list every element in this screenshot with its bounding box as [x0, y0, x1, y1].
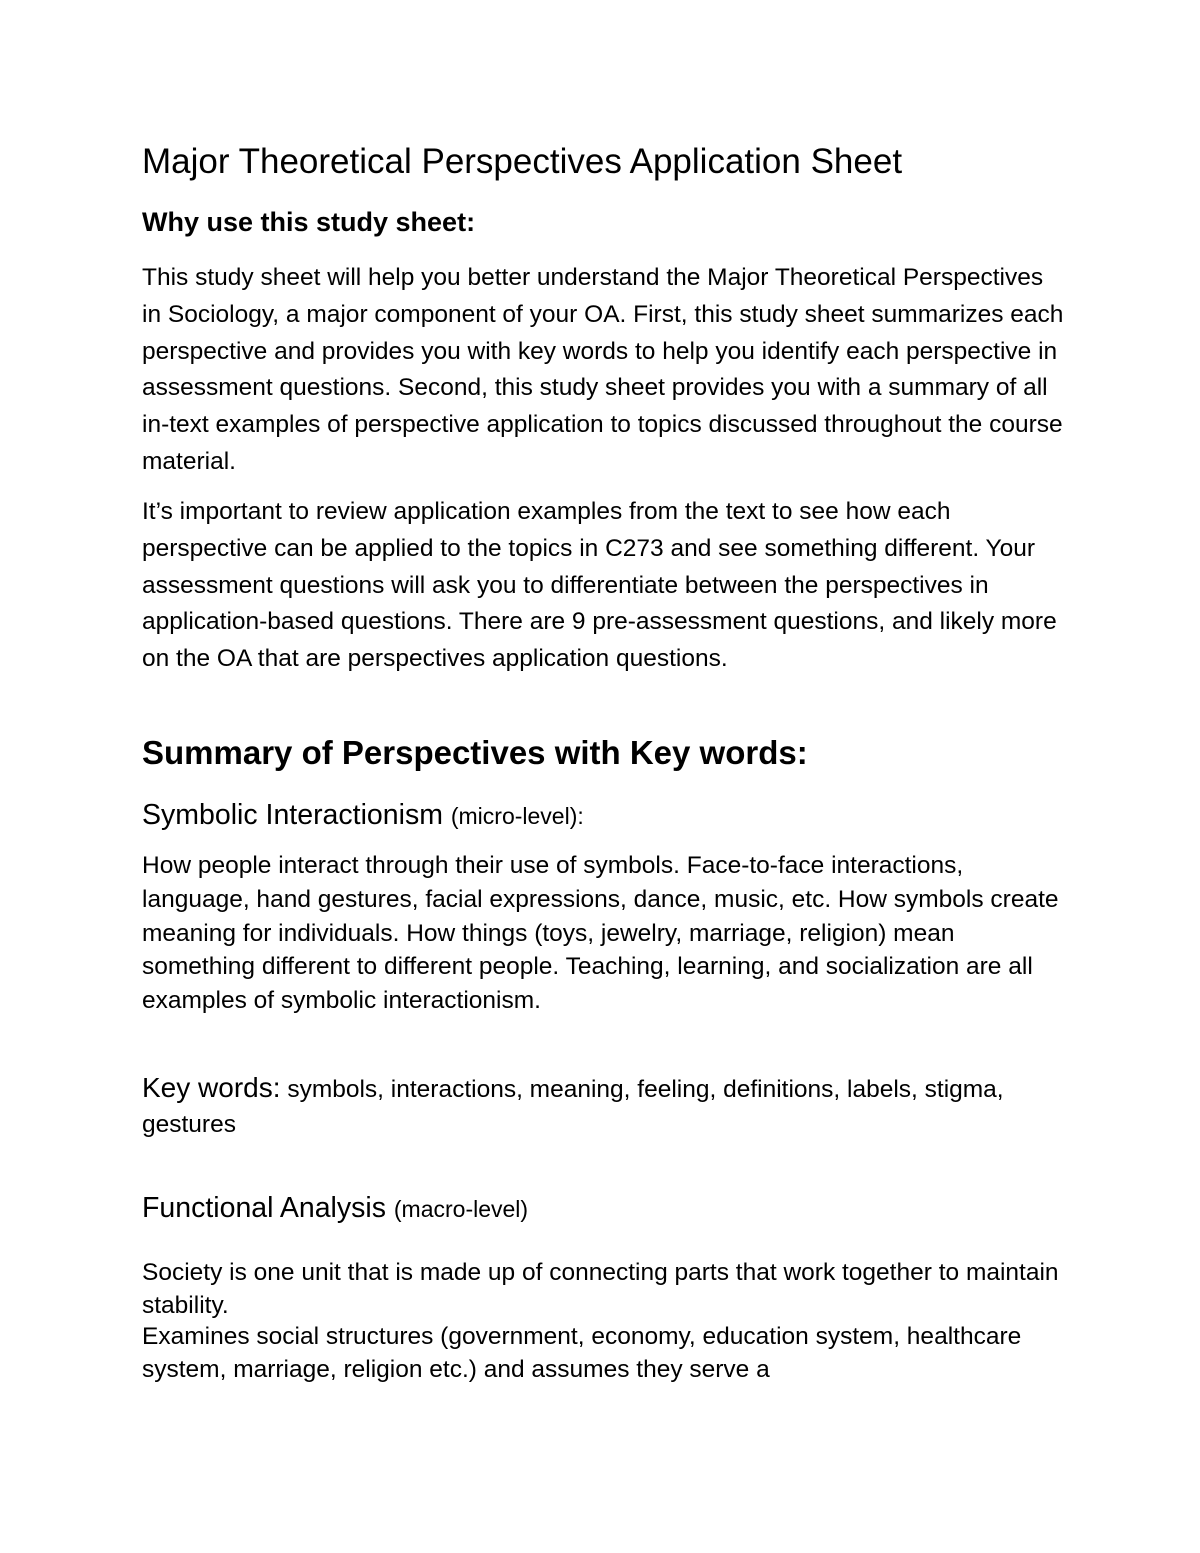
functional-analysis-heading — [142, 1190, 528, 1227]
symbolic-interactionism-heading — [142, 797, 584, 834]
symbolic-interactionism-name: Symbolic Interactionism — [142, 799, 443, 831]
functional-analysis-description-2: Examines social structures (government, economy, education system, healthcare system, marriage, religion etc.) and assumes they serve a — [142, 1323, 1022, 1383]
intro-paragraph-2: It’s important to review application examples from the text to see how each perspective can be applied to the topics in C273 and see something different. Your assessment questions will ask you to differentiate between the perspectives in application-based questions. There are 9 pre-assessment questions, and likely more on the OA that are perspectives application questions. — [142, 498, 1057, 673]
symbolic-interactionism-description: How people interact through their use of symbols. Face-to-face interactions, language, hand gestures, facial expressions, dance, music, etc. How symbols create meaning for individuals. How things (toys, jewelry, marriage, religion) mean something different to different people. Teaching, learning, and socialization are all examples of symbolic interactionism. — [142, 852, 1059, 1015]
functional-analysis-name: Functional Analysis — [142, 1192, 386, 1224]
symbolic-interactionism-level: (micro-level): — [450, 803, 584, 829]
symbolic-keywords — [142, 1070, 1067, 1142]
summary-heading: Summary of Perspectives with Key words: — [142, 734, 808, 771]
functional-analysis-level: (macro-level) — [393, 1196, 529, 1222]
functional-analysis-description-1: Society is one unit that is made up of connecting parts that work together to maintain stability. — [142, 1259, 1059, 1319]
keywords-list: symbols, interactions, meaning, feeling, definitions, labels, stigma, gestures — [142, 1076, 1004, 1138]
intro-paragraph-1: This study sheet will help you better understand the Major Theoretical Perspectives in Sociology, a major component of your OA. First, this study sheet summarizes each perspective and provides you with key words to help you identify each perspective in assessment questions. Second, this study sheet provides you with a summary of all in-text examples of perspective application to topics discussed throughout the course material. — [142, 264, 1064, 475]
document-title: Major Theoretical Perspectives Application Sheet — [142, 142, 903, 181]
why-use-heading: Why use this study sheet: — [142, 207, 476, 237]
keywords-label: Key words: — [142, 1072, 281, 1103]
